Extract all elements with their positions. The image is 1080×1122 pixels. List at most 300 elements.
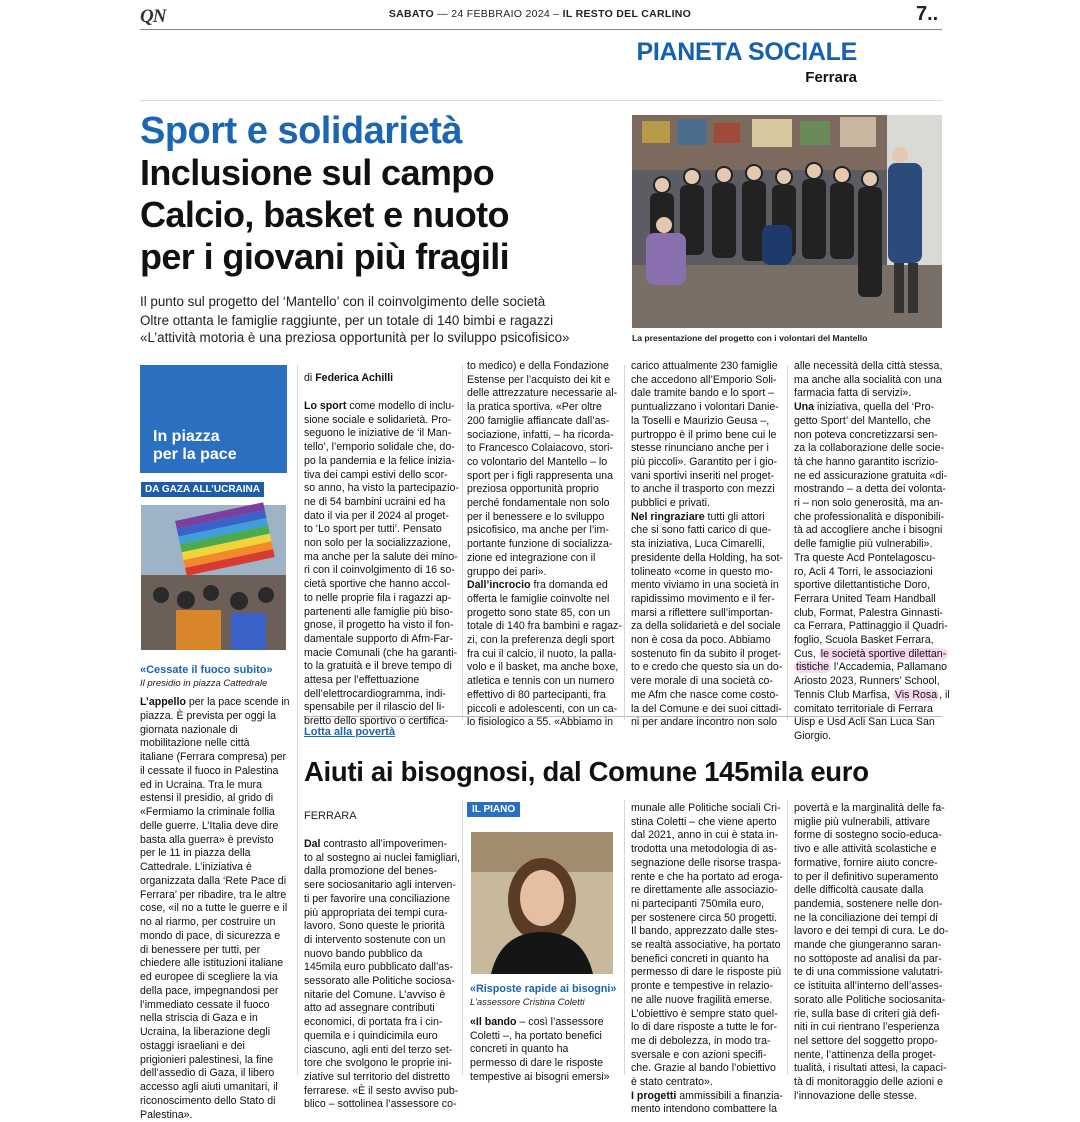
text-run: dale tramite bando e lo sport – (631, 387, 774, 399)
text-line (304, 674, 454, 688)
text-line (631, 716, 781, 730)
text-run: sversale e con azioni specifi- (631, 1049, 766, 1061)
text-line (631, 1103, 781, 1117)
text-run: me Afm che nasce come costo- (631, 689, 779, 701)
text-line (467, 415, 617, 429)
text-run: ce istituita all’interno dell’asses- (794, 980, 942, 992)
text-line (304, 633, 454, 647)
text-run: tutti gli attori (705, 511, 765, 523)
text-line (467, 429, 617, 443)
text-line (467, 620, 617, 634)
text-line (794, 730, 944, 744)
text-run: lo fisiologico a 55. «Abbiamo in (467, 716, 613, 728)
text-run: ma anche per la salute dei mino- (304, 551, 458, 563)
text-run: me di debolezza, in modo tra- (631, 1035, 771, 1047)
text-line (794, 703, 944, 717)
text-run: sportive dilettantistiche Doro, (794, 579, 930, 591)
text-line (631, 829, 781, 843)
text-line (794, 415, 944, 429)
page-number: 7.. (916, 3, 938, 26)
text-line (631, 483, 781, 497)
text-run: chiedere alle istituzioni italiane (140, 957, 283, 969)
text-run: za della solidarietà e del sociale (631, 620, 781, 632)
text-line (794, 374, 944, 388)
text-line (631, 871, 781, 885)
text-line (304, 1098, 459, 1112)
text-line (304, 934, 459, 948)
text-run: atletica e tennis con un numero (467, 675, 614, 687)
text-run: ammissibili a finanzia- (676, 1090, 783, 1102)
section-divider (140, 100, 942, 101)
text-line (304, 427, 454, 441)
text-line (140, 902, 288, 916)
text-line (304, 852, 459, 866)
text-run: cietà sportive che hanno accol- (304, 578, 450, 590)
text-run: purtroppo è il primo bene cui le (631, 429, 776, 441)
text-run: L’appello (140, 696, 186, 708)
byline: di Federica Achilli (304, 372, 393, 384)
text-run: progetto sono state 85, con un (467, 607, 610, 619)
text-line (467, 689, 617, 703)
text-line (467, 470, 617, 484)
header-day: SABATO (389, 8, 434, 20)
text-line (467, 661, 617, 675)
text-run: po la pandemia e la felice inizia- (304, 455, 455, 467)
article-kicker: Sport e solidarietà (140, 110, 462, 153)
text-run: Ferrara United Team Handball (794, 593, 936, 605)
text-line (304, 688, 454, 702)
text-run: dell’assedio di Gaza, il libero (140, 1067, 274, 1079)
text-run: to e credo che questo sia un do- (631, 661, 782, 673)
sidebar-title-line-1: In piazza (153, 428, 283, 446)
text-line (794, 871, 944, 885)
headline-line-3: per i giovani più fragili (140, 237, 509, 277)
text-run: rapidissimo movimento e il fer- (631, 593, 775, 605)
text-line (631, 593, 781, 607)
text-line (794, 552, 944, 566)
text-run: to ‘Lo sport per tutti’. Pensato (304, 523, 442, 535)
text-run: miglie più vulnerabili, attivare (794, 816, 930, 828)
text-line (631, 374, 781, 388)
text-run: mondo di pace, di sicurezza e (140, 930, 280, 942)
text-line (140, 957, 288, 971)
text-line (304, 496, 454, 510)
second-column-3 (631, 802, 781, 1117)
text-run: sostenuto fin da subito il proget- (631, 648, 781, 660)
text-line (140, 1081, 288, 1095)
text-line (631, 994, 781, 1008)
text-run: ri – non solo generosità, ma an- (794, 497, 943, 509)
text-run: gnose, il progetto ha visto il fon- (304, 619, 454, 631)
text-line (467, 442, 617, 456)
text-run: l’Accademia, Pallamano (831, 661, 947, 673)
text-line (467, 716, 617, 730)
text-run: dalla promozione del benes- (304, 865, 437, 877)
text-line (304, 865, 459, 879)
text-run: Coletti –, ha portato benefici (470, 1030, 602, 1042)
article-column-3 (631, 360, 781, 730)
text-run: no sottoposte ad analisi da par- (794, 953, 942, 965)
text-line (631, 538, 781, 552)
text-line (794, 648, 944, 662)
text-line (631, 429, 781, 443)
text-line (140, 999, 288, 1013)
text-run: mento intendono combattere la (631, 1103, 777, 1115)
text-line (631, 802, 781, 816)
text-run: to al sostegno ai nuclei famigliari, (304, 852, 460, 864)
text-line (794, 689, 944, 703)
text-line (467, 703, 617, 717)
text-line (631, 843, 781, 857)
text-run: pronte e tempestive in relazio- (631, 980, 773, 992)
text-run: rente e che ha portato ad eroga- (631, 871, 783, 883)
text-run: Una (794, 401, 814, 413)
text-run: munale alle Politiche sociali Cri- (631, 802, 781, 814)
text-line (140, 944, 288, 958)
text-line (304, 907, 459, 921)
text-run: attesa per l’effettuazione (304, 674, 419, 686)
text-run: riconoscimento dello Stato di (140, 1095, 275, 1107)
text-line (631, 620, 781, 634)
text-run: Giorgio. (794, 730, 831, 742)
text-run: delle difficoltà causate dalla (794, 884, 923, 896)
text-run: la Toselli e Maurizio Geusa –, (631, 415, 769, 427)
text-line (631, 456, 781, 470)
text-run: niti in cui rientrano l’esperienza (794, 1021, 939, 1033)
text-run: no al riarmo, per costruire un (140, 916, 275, 928)
text-run: forme di sostegno socio-educa- (794, 829, 942, 841)
text-line (304, 879, 459, 893)
text-line (794, 456, 944, 470)
text-run: fra domanda ed (531, 579, 608, 591)
text-line (631, 1049, 781, 1063)
text-run: bretto dello sportivo o certifica- (304, 715, 448, 727)
assessore-portrait-drawing (471, 832, 613, 974)
text-line (794, 566, 944, 580)
text-line (140, 724, 288, 738)
text-line (470, 1030, 620, 1044)
text-run: mande che giungeranno saran- (794, 939, 941, 951)
text-run: te di una commissione valutatri- (794, 966, 943, 978)
text-run: ne ed assicurazione gratuita «di- (794, 470, 947, 482)
text-line (794, 980, 944, 994)
text-run: to medico) e della Fondazione (467, 360, 609, 372)
text-line (794, 802, 944, 816)
text-line (794, 497, 944, 511)
text-run: che professionalità e disponibili- (794, 511, 944, 523)
text-run: contrasto all’impoverimen- (321, 838, 448, 850)
text-line (631, 912, 781, 926)
text-line (304, 920, 459, 934)
text-run: lavoro e dei tempi di cura. Le do- (794, 925, 948, 937)
text-run: spensabile per il rilascio del li- (304, 701, 445, 713)
text-line (631, 607, 781, 621)
text-line (304, 482, 454, 496)
text-line (794, 620, 944, 634)
text-run: zione ed integrazione con il (467, 552, 595, 564)
text-run: getto Sport’ del Mantello, che (794, 415, 931, 427)
text-run: per le 11 in piazza della (140, 847, 251, 859)
text-line (467, 675, 617, 689)
text-line (140, 737, 288, 751)
text-run: Cattedrale. L’iniziativa è (140, 861, 252, 873)
text-line (304, 838, 459, 852)
text-run: la pratica sportiva. «Per oltre (467, 401, 602, 413)
text-line (631, 1090, 781, 1104)
text-run: Tra queste Acd Pontelagoscu- (794, 552, 936, 564)
text-line (794, 401, 944, 415)
text-run: co volontario del Mantello – lo (467, 456, 607, 468)
text-line (467, 360, 617, 374)
headline-line-2: Calcio, basket e nuoto (140, 195, 509, 235)
text-run: come modello di inclu- (346, 400, 454, 412)
summary-line-1: Il punto sul progetto del ‘Mantello’ con il coinvolgimento delle società (140, 294, 545, 309)
text-line (794, 607, 944, 621)
text-run: tà ad accogliere anche i bisogni (794, 524, 942, 536)
text-run: ed europee di scegliere la via (140, 971, 278, 983)
column-divider (787, 800, 788, 1075)
text-line (631, 360, 781, 374)
text-line (304, 510, 454, 524)
text-run: – così l’assessore (517, 1016, 604, 1028)
text-run: italiane (Ferrara compresa) per (140, 751, 286, 763)
text-run: l’immediato cessate il fuoco (140, 999, 270, 1011)
text-run: tivo e alle attività scolastiche e (794, 843, 937, 855)
text-run: di intervento sostenute con un (304, 934, 445, 946)
text-run: per sostenere circa 50 progetti. (631, 912, 777, 924)
text-run: Nel ringraziare (631, 511, 705, 523)
text-run: preziosa opportunità proprio (467, 483, 599, 495)
text-run: volo e il basket, ma anche boxe, (467, 661, 618, 673)
text-run: presidente della Holding, ha sot- (631, 552, 783, 564)
text-run: damentale supporto di Afm-Far- (304, 633, 453, 645)
text-run: per il benessere e lo sviluppo (467, 511, 604, 523)
text-run: seguono le iniziative de ‘il Man- (304, 427, 451, 439)
text-run: ed in Ucraina. Tra le mura (140, 779, 262, 791)
text-run: non è cosa da poco. Abbiamo (631, 634, 771, 646)
text-line (794, 661, 944, 675)
text-run: «Il bando (470, 1016, 517, 1028)
text-run: ferrarese. «È il sesto avviso pub- (304, 1085, 458, 1097)
assessore-portrait (471, 832, 613, 974)
text-line (140, 1054, 288, 1068)
column-divider (462, 365, 463, 720)
text-line (631, 634, 781, 648)
second-article-dateline: FERRARA (304, 810, 357, 822)
text-line (631, 470, 781, 484)
text-run: tiva dei campi estivi dello scor- (304, 469, 448, 481)
text-run: stesse rinunciano anche per i (631, 442, 769, 454)
text-line (304, 647, 454, 661)
text-line (304, 414, 454, 428)
text-line (467, 607, 617, 621)
text-run: giornata nazionale di (140, 724, 238, 736)
text-run: ro, Acli 4 Torri, le associazioni (794, 566, 933, 578)
text-line (140, 861, 288, 875)
text-run: ma anche alla socialità con una (794, 374, 942, 386)
text-line (140, 985, 288, 999)
article-column-1 (304, 400, 454, 729)
text-run: Ariosto 2023, Runners’ School, (794, 675, 940, 687)
text-line (304, 701, 454, 715)
text-line (794, 994, 944, 1008)
text-line (140, 1067, 288, 1081)
headline-line-1: Inclusione sul campo (140, 153, 494, 193)
text-line (304, 1002, 459, 1016)
text-line (794, 579, 944, 593)
text-line (304, 893, 459, 907)
text-run: to la gratuità e il breve tempo di (304, 660, 452, 672)
text-line (140, 1109, 288, 1122)
text-run: tistiche (794, 661, 831, 673)
text-line (304, 961, 459, 975)
text-line (631, 524, 781, 538)
running-header: SABATO — 24 FEBBRAIO 2024 – IL RESTO DEL CARLINO (0, 8, 1080, 20)
text-line (631, 1021, 781, 1035)
text-run: gruppo dei pari». (467, 566, 547, 578)
text-line (794, 843, 944, 857)
text-run: vere morale di una società co- (631, 675, 773, 687)
text-run: nella striscia di Gaza e in (140, 1012, 258, 1024)
text-run: sociazione, infatti, – ha ricorda- (467, 429, 614, 441)
text-run: Estense per l’acquisto dei kit e (467, 374, 610, 386)
text-line (794, 429, 944, 443)
text-run: estensi il presidio, al grido di (140, 792, 273, 804)
text-line (794, 483, 944, 497)
text-line (470, 1071, 620, 1085)
text-run: marsi a riflettere sull’importan- (631, 607, 773, 619)
text-line (467, 634, 617, 648)
text-run: delle famiglie più vulnerabili». (794, 538, 932, 550)
text-line (140, 889, 288, 903)
text-run: ziative sul territorio del distretto (304, 1071, 450, 1083)
box-quote: «Risposte rapide ai bisogni» (470, 983, 616, 995)
text-line (631, 442, 781, 456)
text-run: Lo sport (304, 400, 346, 412)
text-line (140, 916, 288, 930)
text-line (140, 834, 288, 848)
text-run: Ucraina, la liberazione degli (140, 1026, 270, 1038)
text-line (467, 497, 617, 511)
sidebar-subcaption: Il presidio in piazza Cattedrale (140, 678, 267, 689)
text-run: alle necessità della città stessa, (794, 360, 942, 372)
article-column-2 (467, 360, 617, 730)
text-run: segnazione delle risorse traspa- (631, 857, 781, 869)
summary-line-3: «L’attività motoria è una preziosa opportunità per lo sviluppo psicofisico» (140, 330, 570, 345)
text-line (794, 898, 944, 912)
text-line (794, 1035, 944, 1049)
text-run: Dal (304, 838, 321, 850)
text-run: è stato centrato». (631, 1076, 713, 1088)
text-line (631, 1008, 781, 1022)
text-run: ne di 54 bambini ucraini ed ha (304, 496, 445, 508)
text-run: non solo per la socializzazione, (304, 537, 451, 549)
text-run: to Francesco Colaiacovo, stori- (467, 442, 613, 454)
text-run: effettivo di 80 partecipanti, fra (467, 689, 606, 701)
text-run: ni per andare incontro non solo (631, 716, 777, 728)
text-line (794, 716, 944, 730)
text-line (794, 524, 944, 538)
text-line (467, 524, 617, 538)
text-line (304, 619, 454, 633)
text-line (794, 884, 944, 898)
text-line (631, 925, 781, 939)
text-line (304, 592, 454, 606)
text-line (794, 442, 944, 456)
text-line (794, 360, 944, 374)
author-name: Federica Achilli (315, 372, 393, 384)
text-run: Uisp e Usd Acli San Luca San (794, 716, 935, 728)
text-line (794, 470, 944, 484)
sidebar-tag: DA GAZA ALL’UCRAINA (141, 482, 264, 497)
text-line (631, 566, 781, 580)
text-line (467, 387, 617, 401)
text-run: ni partecipanti 750mila euro, (631, 898, 764, 910)
text-run: cose, «il no a tutte le guerre e il (140, 902, 287, 914)
text-run: dell’elettrocardiogramma, indi- (304, 688, 446, 700)
text-run: Cus, (794, 648, 819, 660)
text-run: quemila e i quindicimila euro (304, 1030, 438, 1042)
sidebar-title (153, 428, 283, 464)
text-line (794, 1090, 944, 1104)
text-line (631, 552, 781, 566)
text-run: 200 famiglie affiancate dall’as- (467, 415, 609, 427)
text-run: dato il via per il 2024 al proget- (304, 510, 449, 522)
text-run: prigionieri palestinesi, la fine (140, 1054, 273, 1066)
text-run: to per il definitivo superamento (794, 871, 938, 883)
text-run: ti per favorire una conciliazione (304, 893, 450, 905)
text-line (631, 579, 781, 593)
text-line (631, 980, 781, 994)
text-line (140, 1026, 288, 1040)
text-run: carico attualmente 230 famiglie (631, 360, 778, 372)
text-run: mento viviamo in una società in (631, 579, 779, 591)
text-run: nente, l’attinenza della proget- (794, 1049, 936, 1061)
text-run: macie Comunali (che ha garanti- (304, 647, 457, 659)
text-run: ostaggi israeliani e dei (140, 1040, 245, 1052)
text-line (631, 1062, 781, 1076)
text-run: comitato territoriale di Ferrara (794, 703, 933, 715)
text-run: ri con il coinvolgimento di 16 so- (304, 564, 455, 576)
second-article-headline: Aiuti ai bisognosi, dal Comune 145mila euro (304, 756, 869, 788)
text-run: tualità, i risultati attesi, la capaci- (794, 1062, 947, 1074)
text-line (794, 511, 944, 525)
text-run: basta alla guerra» è previsto (140, 834, 274, 846)
text-line (631, 939, 781, 953)
text-run: mostrando – a detta dei volonta- (794, 483, 946, 495)
text-line (631, 898, 781, 912)
text-run: sorato alle Politiche sociosanita- (794, 994, 945, 1006)
text-run: sport per i figli rappresenta una (467, 470, 613, 482)
text-run: zi, con la preferenza degli sport (467, 634, 614, 646)
text-run: Vis Rosa (893, 689, 939, 701)
text-line (794, 857, 944, 871)
text-line (304, 1016, 459, 1030)
text-line (467, 552, 617, 566)
text-line (140, 751, 288, 765)
text-run: , il (939, 689, 950, 701)
text-line (304, 606, 454, 620)
text-run: za la collaborazione delle socie- (794, 442, 944, 454)
sidebar-quote: «Cessate il fuoco subito» (140, 664, 273, 676)
text-run: ca Ferrara, Pattinaggio il Quadri- (794, 620, 948, 632)
text-line (304, 564, 454, 578)
text-line (631, 675, 781, 689)
text-line (467, 511, 617, 525)
text-line (140, 930, 288, 944)
group-photo (632, 115, 942, 328)
text-line (304, 660, 454, 674)
